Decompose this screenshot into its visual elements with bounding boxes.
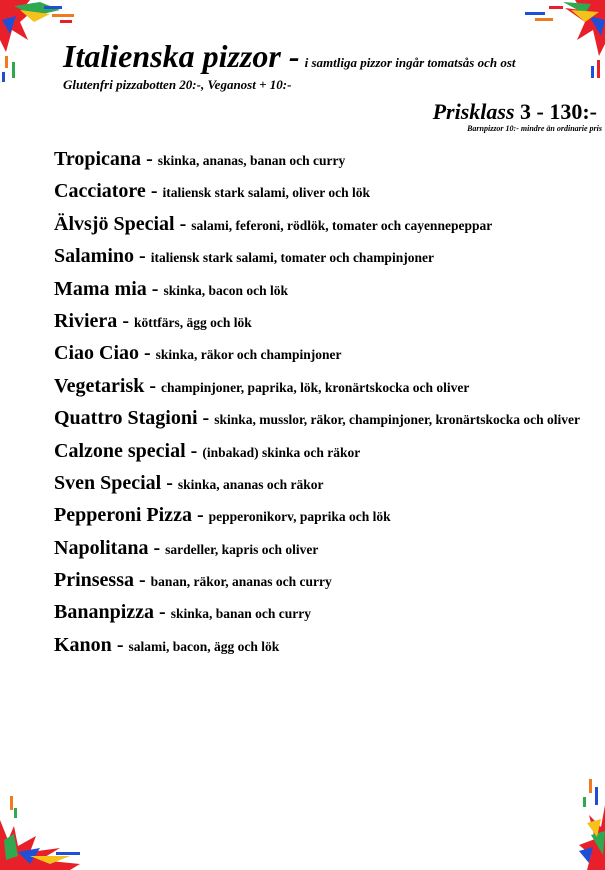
- pizza-name: Sven Special: [54, 471, 162, 494]
- price-class: [433, 99, 597, 125]
- pizza-ingredients: sardeller, kapris och oliver: [165, 541, 319, 557]
- pizza-name: Tropicana: [54, 148, 142, 170]
- menu-item: Tropicana - skinka, ananas, banan och curry: [54, 148, 346, 170]
- pizza-ingredients: champinjoner, paprika, lök, kronärtskocka och oliver: [161, 379, 470, 395]
- menu-item: Calzone special - (inbakad) skinka och räkor: [54, 439, 361, 462]
- bottom-left-splash-decoration: [0, 790, 90, 870]
- gluten-free-note: Glutenfri pizzabotten 20:-, Veganost + 10:-: [63, 77, 292, 92]
- pizza-menu-list: [54, 145, 604, 663]
- pizza-name: Bananpizza: [54, 601, 155, 624]
- pizza-ingredients: salami, feferoni, rödlök, tomater och cayennepeppar: [191, 217, 493, 233]
- menu-heading: [63, 38, 516, 75]
- menu-item: Quattro Stagioni - skinka, musslor, räkor, champinjoner, kronärtskocka och oliver: [54, 407, 581, 430]
- pizza-name: Napolitana: [54, 536, 149, 559]
- pizza-ingredients: salami, bacon, ägg och lök: [128, 638, 280, 654]
- menu-item: Sven Special - skinka, ananas och räkor: [54, 471, 324, 494]
- menu-item: Kanon - salami, bacon, ägg och lök: [54, 633, 280, 656]
- pizza-ingredients: (inbakad) skinka och räkor: [202, 444, 361, 460]
- pizza-ingredients: pepperonikorv, paprika och lök: [208, 509, 391, 525]
- menu-item: Napolitana - sardeller, kapris och oliver: [54, 536, 319, 559]
- pizza-name: Quattro Stagioni: [54, 407, 198, 430]
- pizza-ingredients: banan, räkor, ananas och curry: [150, 574, 332, 590]
- pizza-name: Salamino: [54, 245, 135, 268]
- menu-item: Ciao Ciao - skinka, räkor och champinjoner: [54, 342, 342, 365]
- pizza-ingredients: skinka, ananas och räkor: [177, 476, 324, 492]
- menu-item: Prinsessa - banan, räkor, ananas och curry: [54, 569, 332, 592]
- menu-subtitle: i samtliga pizzor ingår tomatsås och ost: [304, 55, 516, 70]
- kids-pizza-note: Barnpizzor 10:- mindre än ordinarie pris: [467, 124, 602, 133]
- pizza-name: Älvsjö Special: [54, 212, 175, 235]
- pizza-name: Riviera: [54, 309, 118, 332]
- pizza-name: Cacciatore: [54, 180, 146, 203]
- pizza-name: Calzone special: [54, 439, 186, 462]
- pizza-name: Kanon: [54, 633, 112, 656]
- menu-item: Salamino - italiensk stark salami, tomater och champinjoner: [54, 245, 434, 268]
- menu-item: Cacciatore - italiensk stark salami, oliver och lök: [54, 180, 370, 203]
- pizza-name: Vegetarisk: [54, 374, 145, 397]
- menu-item: Mama mia - skinka, bacon och lök: [54, 277, 288, 300]
- price-class-label: Prisklass: [432, 99, 515, 124]
- pizza-ingredients: skinka, räkor och champinjoner: [155, 347, 342, 363]
- menu-item: Riviera - köttfärs, ägg och lök: [54, 309, 252, 332]
- menu-title: Italienska pizzor -: [63, 38, 300, 74]
- menu-item: Vegetarisk - champinjoner, paprika, lök, kronärtskocka och oliver: [54, 374, 470, 397]
- pizza-name: Ciao Ciao: [54, 342, 139, 365]
- pizza-ingredients: köttfärs, ägg och lök: [133, 314, 252, 330]
- menu-item: Älvsjö Special - salami, feferoni, rödlök, tomater och cayennepeppar: [54, 212, 493, 235]
- pizza-ingredients: skinka, musslor, räkor, champinjoner, kronärtskocka och oliver: [214, 412, 581, 428]
- pizza-ingredients: skinka, bacon och lök: [163, 282, 288, 298]
- top-right-splash-decoration: [515, 0, 605, 90]
- pizza-name: Prinsessa: [54, 569, 134, 592]
- price-class-value: 3 - 130:-: [520, 99, 597, 124]
- pizza-ingredients: italiensk stark salami, tomater och champinjoner: [150, 250, 434, 266]
- pizza-ingredients: skinka, banan och curry: [170, 606, 311, 622]
- pizza-name: Pepperoni Pizza: [54, 504, 192, 527]
- pizza-name: Mama mia: [54, 277, 147, 300]
- pizza-ingredients: skinka, ananas, banan och curry: [157, 153, 346, 168]
- menu-item: Pepperoni Pizza - pepperonikorv, paprika och lök: [54, 504, 391, 527]
- bottom-right-splash-decoration: [565, 775, 605, 870]
- pizza-ingredients: italiensk stark salami, oliver och lök: [162, 185, 370, 201]
- menu-item: Bananpizza - skinka, banan och curry: [54, 601, 311, 624]
